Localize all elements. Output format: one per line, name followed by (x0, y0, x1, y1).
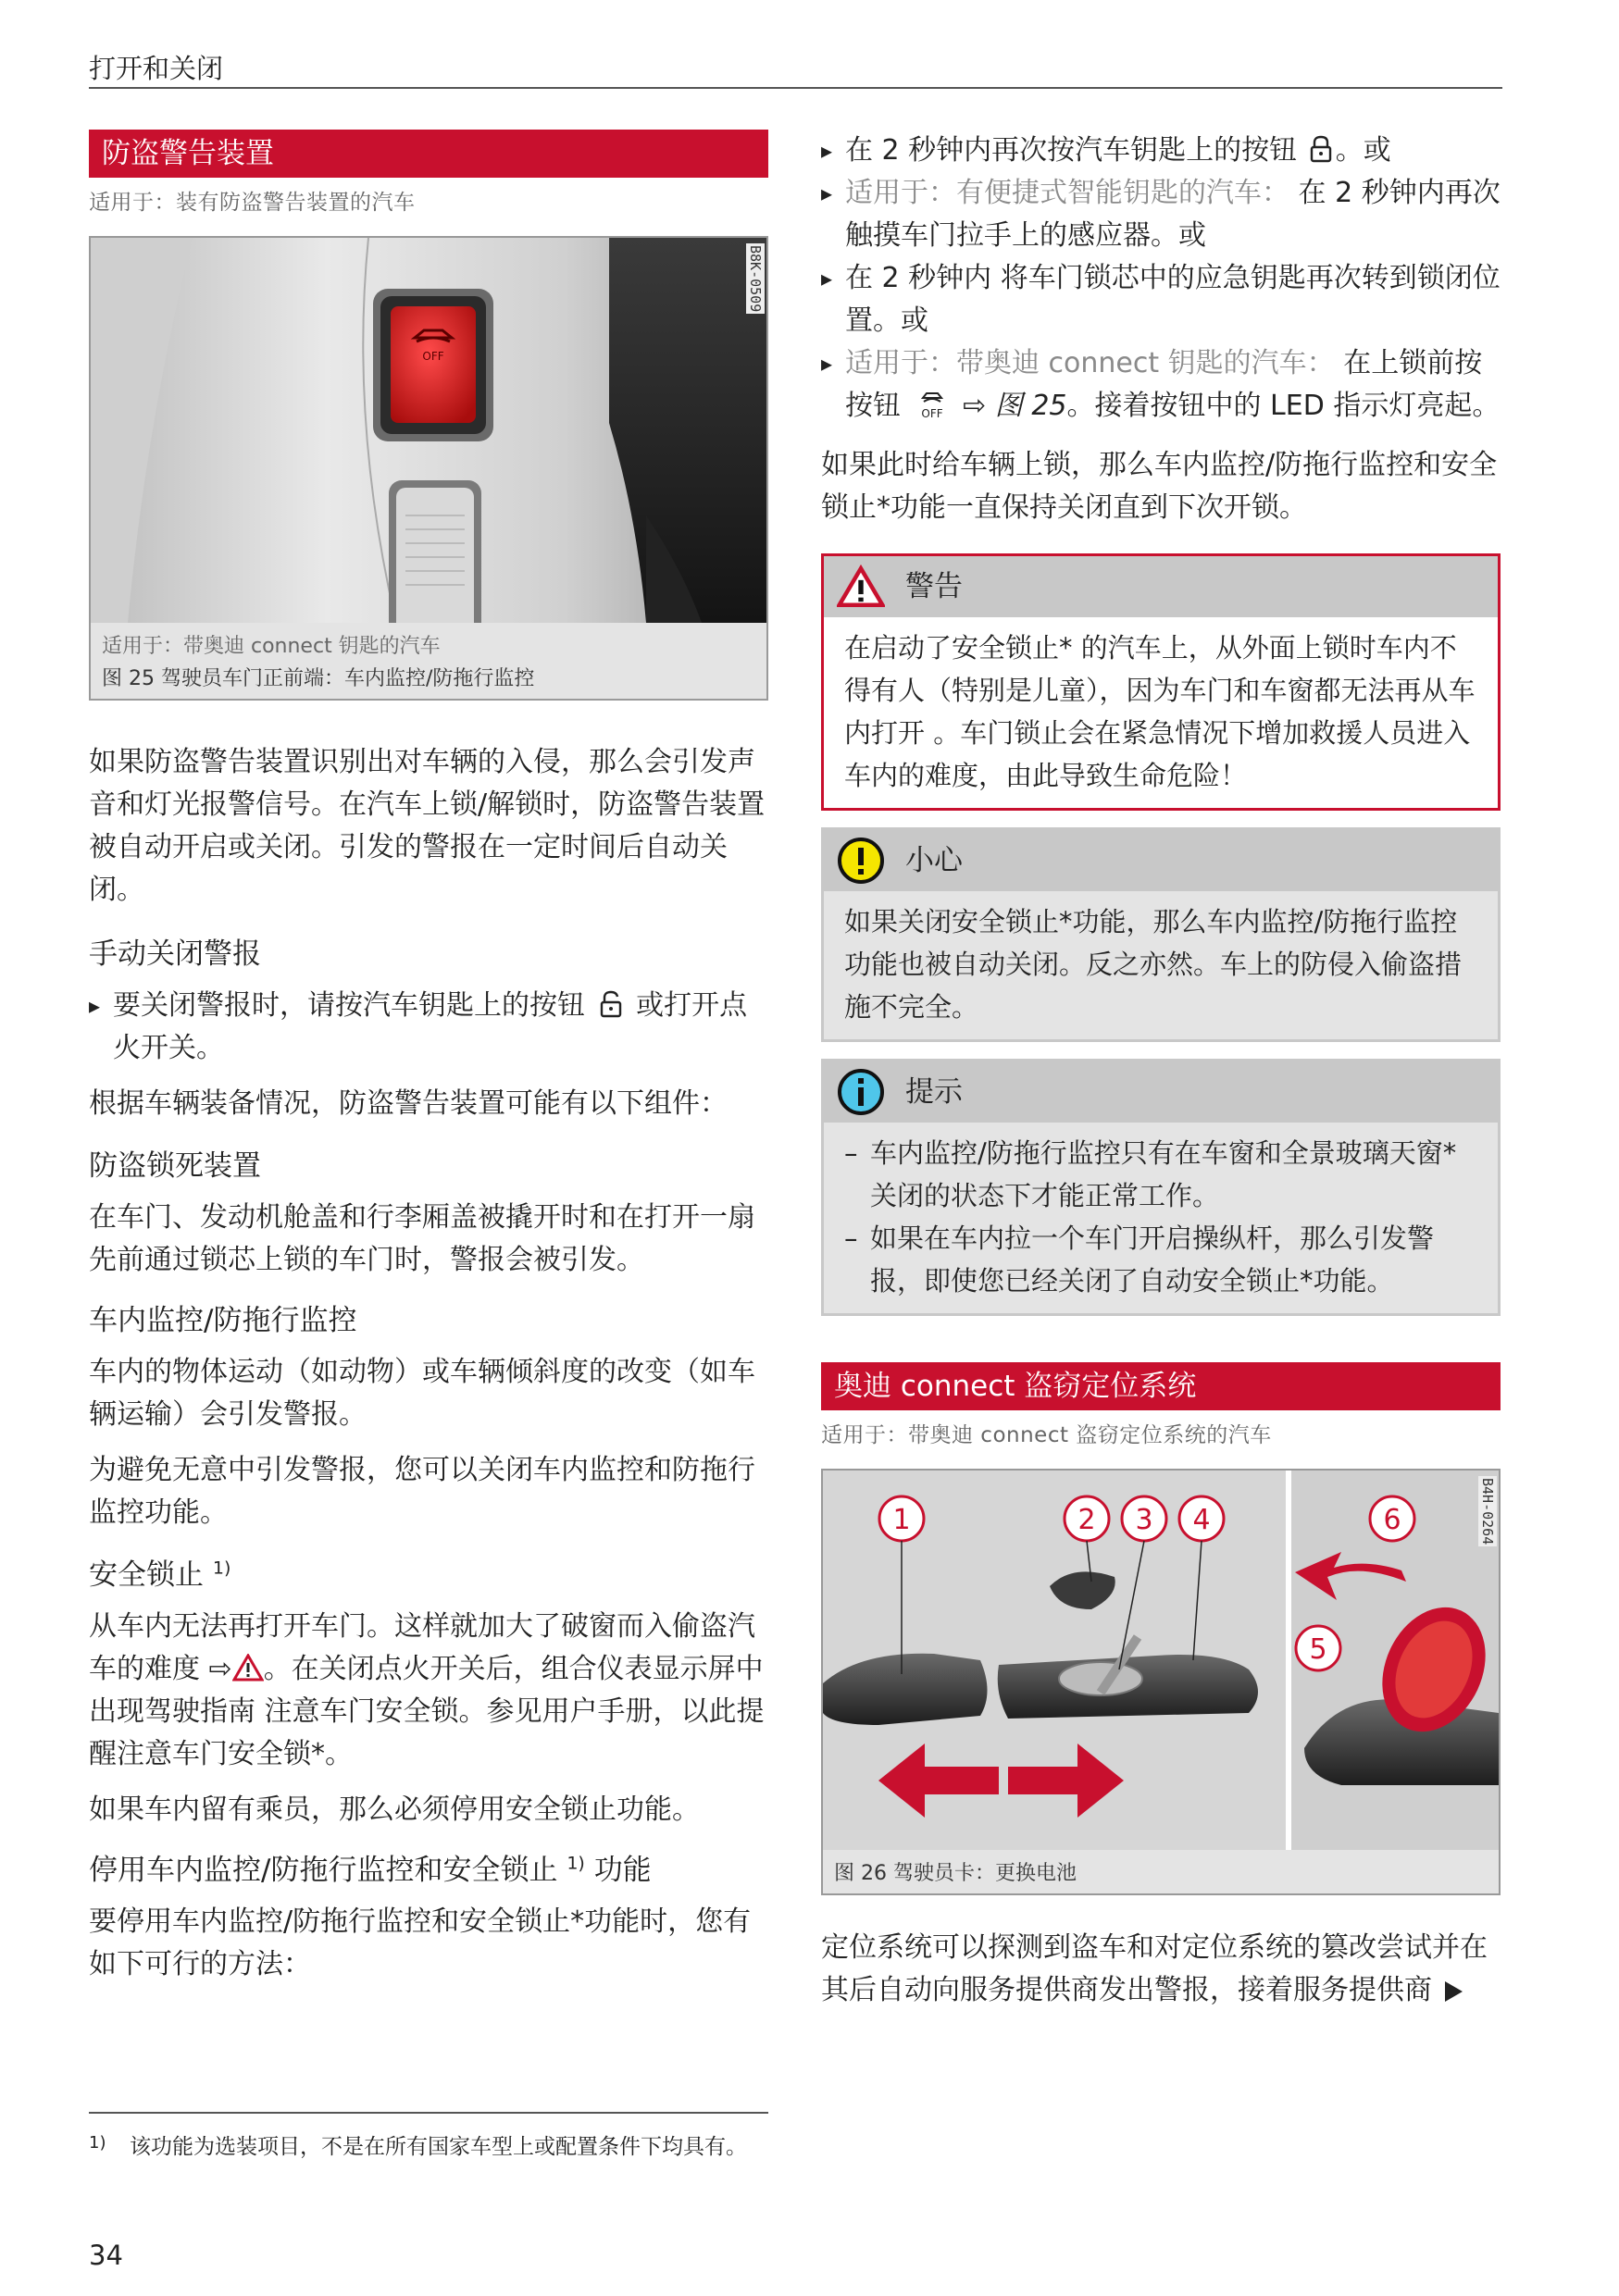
callout-2: 2 (1077, 1504, 1096, 1536)
note-box (821, 1059, 1501, 1316)
figure-25-photo (91, 238, 766, 623)
page-number: 34 (89, 2240, 123, 2271)
method-4-text-a: 在上锁前按按钮 (845, 347, 1483, 422)
section-2-title: 奥迪 connect 盗窃定位系统 (821, 1362, 1501, 1410)
off-button-icon (915, 389, 949, 420)
left-column (89, 130, 768, 1986)
interior-monitoring-text: 车内的物体运动（如动物）或车辆倾斜度的改变（如车辆运输）会引发警报。 (89, 1356, 755, 1431)
locked-text: 如果此时给车辆上锁，那么车内监控/防拖行监控和安全锁止*功能一直保持关闭直到下次开锁。 (821, 449, 1498, 524)
off-icon-label: OFF (920, 407, 943, 420)
caution-header (824, 830, 1498, 891)
figure-26 (821, 1469, 1501, 1895)
method-2-applies: 适用于：有便捷式智能钥匙的汽车： (845, 177, 1289, 209)
warning-title: 警告 (905, 570, 963, 603)
figure-26-photo (823, 1471, 1499, 1850)
off-label: OFF (422, 350, 444, 363)
lock-icon (1310, 135, 1332, 163)
figure-25-applies: 适用于：带奥迪 connect 钥匙的汽车 (102, 635, 441, 658)
interior-monitoring-heading: 车内监控/防拖行监控 (89, 1304, 357, 1337)
running-title: 打开和关闭 (89, 53, 224, 84)
deactivate-heading (89, 1846, 768, 1888)
locating-text-content: 定位系统可以探测到盗车和对定位系统的篡改尝试并在其后自动向服务提供商发出警报，接着服务提供商 (821, 1931, 1488, 2006)
deactivate-heading-text: 停用车内监控/防拖行监控和安全锁止 (89, 1854, 558, 1887)
manual-off-bullet (89, 985, 768, 1070)
figure-26-caption: 图 26 驾驶员卡：更换电池 (823, 1850, 1499, 1893)
warning-header (824, 556, 1498, 617)
method-2-text: 在 2 秒钟内再次触摸车门拉手上的感应器。或 (845, 177, 1501, 252)
caution-title: 小心 (905, 844, 963, 877)
method-4-text-b: 。接着按钮中的 LED 指示灯亮起。 (1066, 390, 1501, 422)
locating-text (821, 1927, 1501, 2012)
deadlock-heading: 防盗锁死装置 (89, 1149, 261, 1183)
occupants-text: 如果车内留有乘员，那么必须停用安全锁止功能。 (89, 1793, 700, 1826)
note-header (824, 1061, 1498, 1123)
method-bullet-2 (821, 172, 1501, 257)
warning-triangle-icon[interactable] (232, 1654, 264, 1682)
safelock-footnote-ref[interactable]: 1) (212, 1558, 231, 1579)
right-column (821, 130, 1501, 2012)
callout-4: 4 (1192, 1504, 1211, 1536)
method-4-applies: 适用于：带奥迪 connect 钥匙的汽车： (845, 347, 1335, 379)
callout-6: 6 (1383, 1504, 1401, 1536)
warning-text: 在启动了安全锁止* 的汽车上，从外面上锁时车内不得有人（特别是儿童），因为车门和车窗都无法再从车内打开 。车门锁止会在紧急情况下增加救援人员进入车内的难度，由此导致生命危险！ (824, 617, 1498, 808)
caution-box (821, 827, 1501, 1042)
figure-code: B8K-0509 (747, 245, 764, 313)
method-1-text-b: 。或 (1335, 134, 1391, 167)
method-1-text-a: 在 2 秒钟内再次按汽车钥匙上的按钮 (845, 134, 1298, 167)
footnote-marker: 1) (89, 2133, 106, 2153)
arrow-right-icon: ⇨ (208, 1653, 232, 1685)
note-item-2: – 如果在车内拉一个车门开启操纵杆，那么引发警报，即使您已经关闭了自动安全锁止*功能。 (844, 1217, 1479, 1302)
exclamation-circle-icon (837, 837, 885, 885)
page-next-arrow-icon (1445, 1981, 1463, 2002)
section-title: 防盗警告装置 (89, 130, 768, 178)
unlock-icon (600, 990, 622, 1018)
footnote (89, 2130, 768, 2164)
safelock-heading (89, 1551, 768, 1593)
figure-25-caption: 图 25 驾驶员车门正前端：车内监控/防拖行监控 (102, 667, 535, 690)
figure-26-code: B4H-0264 (1479, 1478, 1496, 1545)
deactivate-text: 要停用车内监控/防拖行监控和安全锁止*功能时，您有如下可行的方法： (89, 1905, 752, 1980)
callout-1: 1 (892, 1504, 911, 1536)
intro-paragraph: 如果防盗警告装置识别出对车辆的入侵，那么会引发声音和灯光报警信号。在汽车上锁/解锁时，防盗警告装置被自动开启或关闭。引发的警报在一定时间后自动关闭。 (89, 746, 766, 906)
manual-off-text-a: 要关闭警报时，请按汽车钥匙上的按钮 (113, 989, 585, 1022)
battery-replacement-illustration (823, 1471, 1499, 1850)
footnote-rule (89, 2112, 768, 2114)
deactivate-heading-suffix: 功能 (593, 1854, 652, 1887)
callout-3: 3 (1135, 1504, 1153, 1536)
method-bullet-1 (821, 130, 1501, 172)
method-bullet-3: ▸ 在 2 秒钟内 将车门锁芯中的应急钥匙再次转到锁闭位置。或 (821, 257, 1501, 342)
safelock-text (89, 1606, 768, 1776)
info-circle-icon (837, 1068, 885, 1116)
warning-box (821, 553, 1501, 811)
caution-text: 如果关闭安全锁止*功能，那么车内监控/防拖行监控功能也被自动关闭。反之亦然。车上的防侵入偷盗措施不完全。 (844, 906, 1463, 1023)
header-rule (89, 87, 1502, 89)
safelock-text-b: 。在关闭点火开关后，组合仪表显示屏中出现驾驶指南 注意车门安全锁。参见用户手册，以此提醒注意车门安全锁*。 (89, 1653, 765, 1770)
figure-reference[interactable]: 图 25 (994, 390, 1067, 422)
safelock-text-a: 从车内无法再打开车门。这样就加大了破窗而入偷盗汽车的难度 (89, 1610, 755, 1685)
applies-to: 适用于：装有防盗警告装置的汽车 (89, 191, 416, 215)
components-intro: 根据车辆装备情况，防盗警告装置可能有以下组件： (89, 1087, 728, 1120)
callout-5: 5 (1309, 1633, 1327, 1666)
arrow-right-icon: ⇨ (963, 390, 987, 422)
note-body (824, 1123, 1498, 1313)
avoid-alarm-text: 为避免无意中引发警报，您可以关闭车内监控和防拖行监控功能。 (89, 1454, 755, 1529)
note-item-1: – 车内监控/防拖行监控只有在车窗和全景玻璃天窗*关闭的状态下才能正常工作。 (844, 1132, 1479, 1217)
warning-triangle-icon (837, 564, 885, 610)
figure-25 (89, 236, 768, 701)
footnote-text: 该功能为选装项目，不是在所有国家车型上或配置条件下均具有。 (130, 2135, 747, 2159)
deadlock-text: 在车门、发动机舱盖和行李厢盖被撬开时和在打开一扇先前通过锁芯上锁的车门时，警报会被引发。 (89, 1201, 755, 1276)
manual-off-text-b: 或打开点火开关。 (113, 989, 748, 1064)
figure-25-caption-block (91, 623, 766, 699)
applies-to-2: 适用于：带奥迪 connect 盗窃定位系统的汽车 (821, 1423, 1272, 1447)
safelock-heading-text: 安全锁止 (89, 1558, 204, 1592)
note-title: 提示 (905, 1075, 963, 1109)
manual-off-heading: 手动关闭警报 (89, 937, 261, 971)
deactivate-footnote-ref[interactable]: 1) (567, 1853, 585, 1874)
door-panel-illustration (91, 238, 766, 623)
method-bullet-4 (821, 342, 1501, 428)
